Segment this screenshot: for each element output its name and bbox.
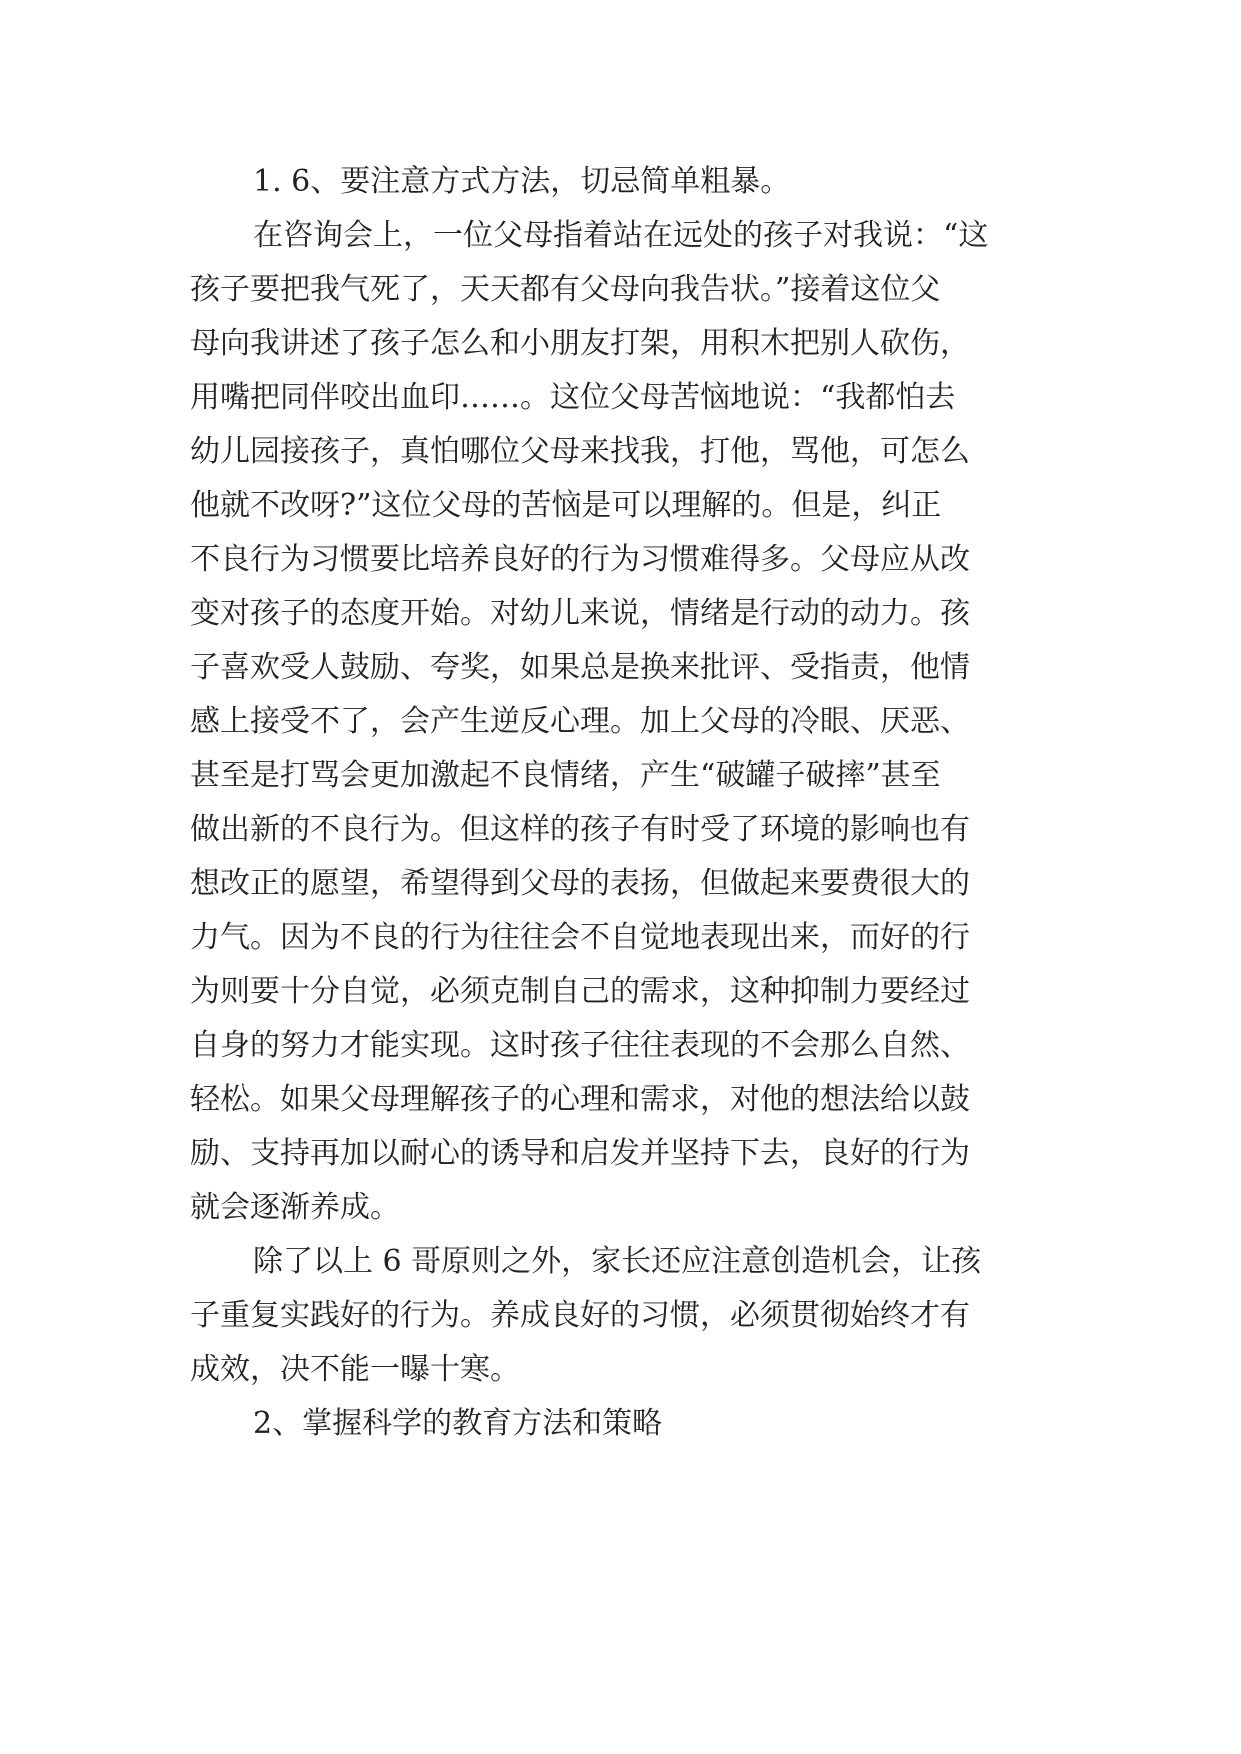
paragraph-consultation [190, 209, 1070, 1235]
paragraph-principles [190, 1235, 1070, 1397]
text-line: 轻松。如果父母理解孩子的心理和需求，对他的想法给以鼓 [190, 1082, 970, 1117]
text-line: 力气。因为不良的行为往往会不自觉地表现出来，而好的行 [190, 920, 970, 955]
section-heading-1-6: 1. 6、要注意方式方法，切忌简单粗暴。 [253, 164, 791, 199]
text-line: 他就不改呀?”这位父母的苦恼是可以理解的。但是，纠正 [190, 488, 942, 523]
document-body [190, 155, 1070, 1451]
text-line: 感上接受不了，会产生逆反心理。加上父母的冷眼、厌恶、 [190, 704, 970, 739]
text-line: 做出新的不良行为。但这样的孩子有时受了环境的影响也有 [190, 812, 970, 847]
text-line: 幼儿园接孩子，真怕哪位父母来找我，打他，骂他，可怎么 [190, 434, 970, 469]
section-heading-2: 2、掌握科学的教育方法和策略 [253, 1406, 663, 1441]
text-line: 在咨询会上，一位父母指着站在远处的孩子对我说：“这 [253, 218, 989, 253]
text-line: 不良行为习惯要比培养良好的行为习惯难得多。父母应从改 [190, 542, 970, 577]
text-line: 为则要十分自觉，必须克制自己的需求，这种抑制力要经过 [190, 974, 970, 1009]
text-line: 子喜欢受人鼓励、夸奖，如果总是换来批评、受指责，他情 [190, 650, 970, 685]
text-line: 子重复实践好的行为。养成良好的习惯，必须贯彻始终才有 [190, 1298, 970, 1333]
text-line: 就会逐渐养成。 [190, 1190, 400, 1225]
text-line: 成效，决不能一曝十寒。 [190, 1352, 520, 1387]
text-line: 变对孩子的态度开始。对幼儿来说，情绪是行动的动力。孩 [190, 596, 970, 631]
text-line: 自身的努力才能实现。这时孩子往往表现的不会那么自然、 [190, 1028, 970, 1063]
text-line: 用嘴把同伴咬出血印……。这位父母苦恼地说：“我都怕去 [190, 380, 956, 415]
text-line: 想改正的愿望，希望得到父母的表扬，但做起来要费很大的 [190, 866, 970, 901]
text-line: 孩子要把我气死了，天天都有父母向我告状。”接着这位父 [190, 272, 941, 307]
text-line: 甚至是打骂会更加激起不良情绪，产生“破罐子破摔”甚至 [190, 758, 941, 793]
text-line: 母向我讲述了孩子怎么和小朋友打架，用积木把别人砍伤， [190, 326, 970, 361]
text-line: 除了以上 6 哥原则之外，家长还应注意创造机会，让孩 [253, 1244, 982, 1279]
text-line: 励、支持再加以耐心的诱导和启发并坚持下去，良好的行为 [190, 1136, 970, 1171]
